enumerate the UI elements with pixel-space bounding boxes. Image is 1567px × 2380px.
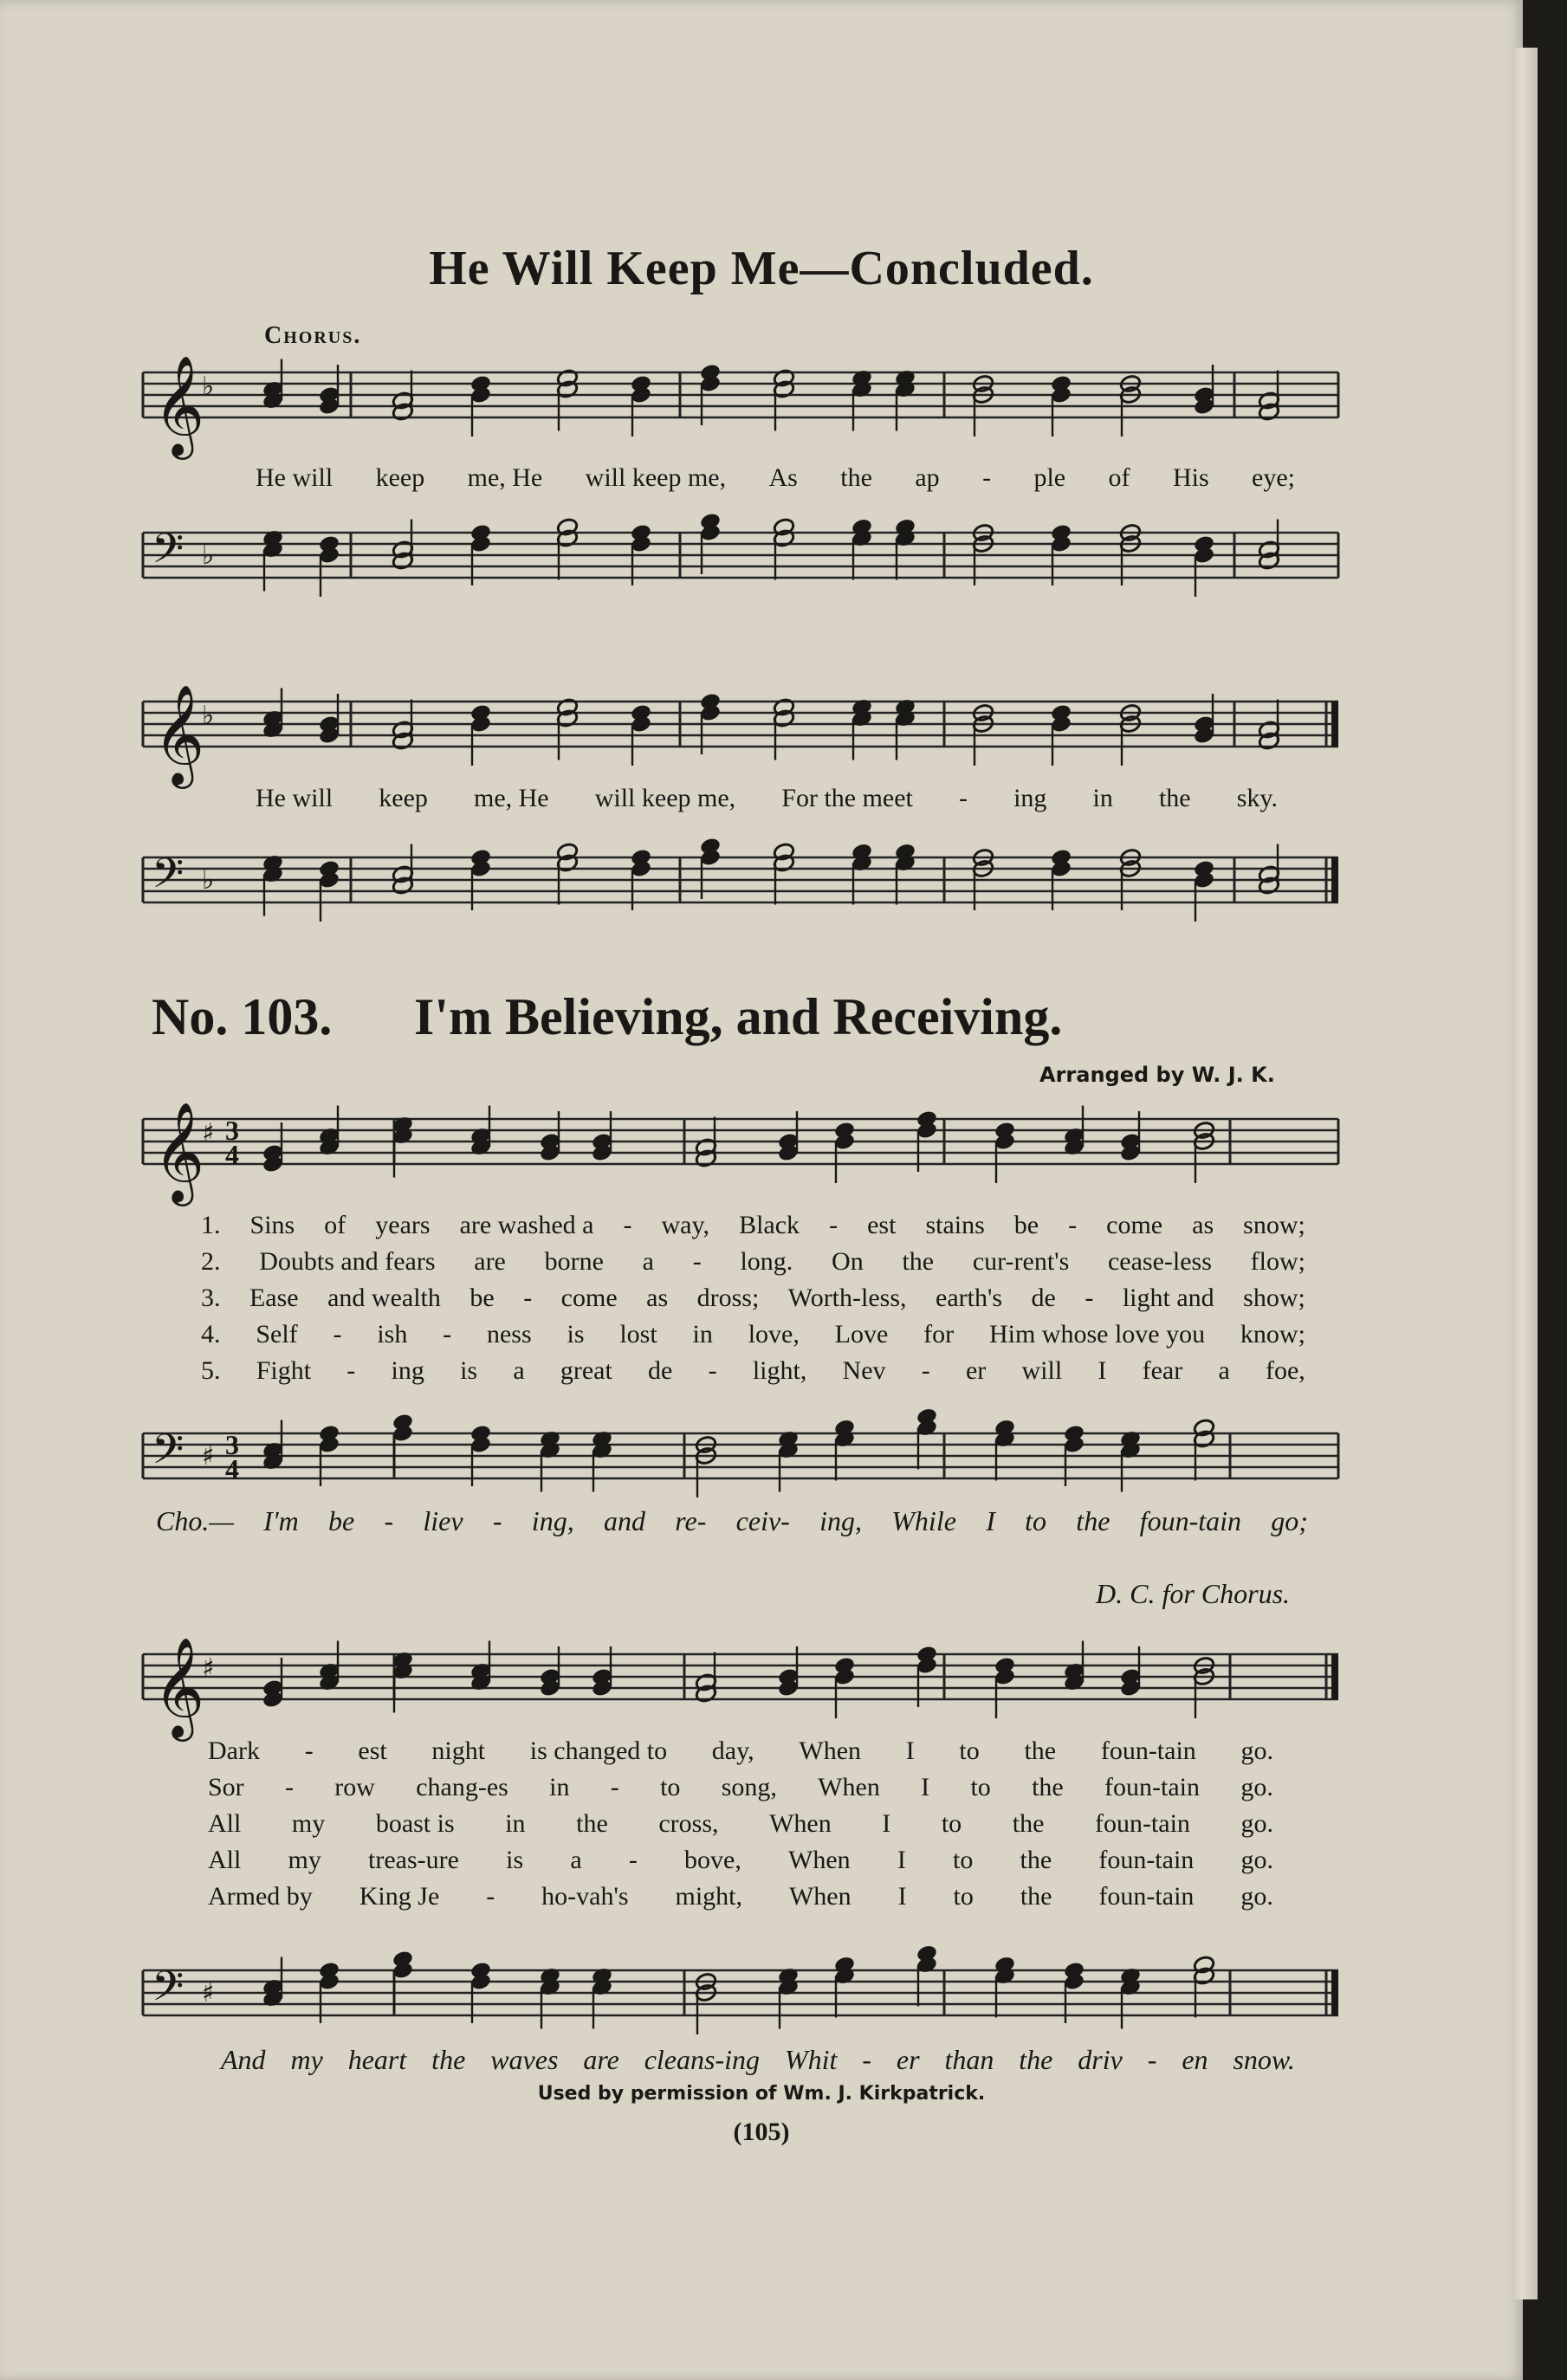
lyric-syllable: When: [788, 1846, 851, 1874]
lyric-syllable: Doubts and fears: [259, 1247, 436, 1276]
flat-icon: ♭: [202, 701, 215, 731]
lyric-syllable: earth's: [936, 1284, 1003, 1312]
lyric-syllable: cleans-ing: [644, 2044, 760, 2075]
lyric-syllable: -: [1085, 1284, 1094, 1312]
lyric-syllable: Love: [834, 1320, 889, 1348]
lyric-syllable: dross;: [696, 1284, 760, 1312]
lyric-syllable: -: [829, 1211, 839, 1239]
lyric-syllable: flow;: [1250, 1247, 1305, 1276]
lyric-syllable: -: [692, 1247, 702, 1276]
bass-clef-icon: 𝄢: [152, 1962, 185, 2021]
lyric-syllable: ness: [486, 1320, 532, 1348]
lyric-syllable: foun-tain: [1104, 1773, 1201, 1801]
lyric-syllable: be: [327, 1505, 355, 1536]
lyric-syllable: boast is: [375, 1809, 455, 1838]
lyric-syllable: foun-tain: [1094, 1809, 1190, 1838]
lyric-syllable: a: [642, 1247, 654, 1276]
lyric-syllable: stains: [925, 1211, 985, 1239]
lyric-syllable: light and: [1122, 1284, 1214, 1312]
lyric-syllable: I'm: [263, 1505, 299, 1536]
song1-system2-bass: [143, 831, 1338, 935]
lyric-syllable: -: [523, 1284, 533, 1312]
lyric-syllable: go.: [1240, 1773, 1273, 1801]
lyric-syllable: light,: [752, 1356, 807, 1385]
final-barline-thick: [1331, 857, 1338, 902]
lyric-syllable: to: [1025, 1505, 1047, 1536]
arranger-credit: Arranged by W. J. K.: [1039, 1063, 1275, 1087]
lyric-syllable: -: [1147, 2044, 1157, 2075]
bass-clef-icon: 𝄢: [152, 524, 185, 583]
lyric-syllable: go.: [1240, 1882, 1273, 1911]
lyric-syllable: He will: [256, 463, 333, 492]
lyric-syllable: ing: [391, 1356, 424, 1385]
sharp-icon: ♯: [202, 1653, 215, 1684]
song2-system2-bass: [143, 1944, 1338, 2048]
lyric-syllable: Self: [256, 1320, 298, 1348]
lyric-syllable: be: [1013, 1211, 1039, 1239]
lyric-syllable: -: [384, 1505, 394, 1536]
lyric-syllable: I: [986, 1505, 995, 1536]
verse-line: [208, 1736, 1273, 1766]
lyric-syllable: Nev: [842, 1356, 886, 1385]
lyric-syllable: When: [799, 1736, 862, 1765]
lyric-syllable: Fight: [256, 1356, 312, 1385]
lyric-syllable: to: [959, 1736, 980, 1765]
flat-icon: ♭: [202, 540, 215, 571]
lyric-syllable: Dark: [208, 1736, 260, 1765]
song1-lyrics-line1: [256, 463, 1295, 493]
verse-line: [201, 1211, 1305, 1240]
lyric-syllable: est: [358, 1736, 387, 1765]
lyric-syllable: -: [284, 1773, 294, 1801]
lyric-syllable: my: [290, 2044, 323, 2075]
lyric-syllable: love,: [748, 1320, 800, 1348]
lyric-syllable: driv: [1078, 2044, 1123, 2075]
lyric-syllable: the: [576, 1809, 608, 1838]
lyric-syllable: song,: [721, 1773, 777, 1801]
lyric-syllable: than: [944, 2044, 994, 2075]
lyric-syllable: the: [431, 2044, 466, 2075]
lyric-syllable: keep: [375, 463, 425, 492]
lyric-syllable: When: [818, 1773, 880, 1801]
song2-system2-treble: [143, 1628, 1338, 1737]
lyric-syllable: night: [431, 1736, 486, 1765]
lyric-syllable: liev: [423, 1505, 463, 1536]
lyric-syllable: When: [769, 1809, 832, 1838]
hymn-number: No. 103.: [152, 988, 333, 1045]
lyric-syllable: -: [443, 1320, 452, 1348]
lyric-syllable: All: [208, 1809, 242, 1838]
lyric-syllable: of: [324, 1211, 346, 1239]
lyric-syllable: ing,: [819, 1505, 862, 1536]
final-barline-thick: [1331, 702, 1338, 747]
lyric-syllable: -: [1068, 1211, 1078, 1239]
lyric-syllable: Whit: [784, 2044, 838, 2075]
lyric-syllable: de: [648, 1356, 673, 1385]
lyric-syllable: the: [1024, 1736, 1057, 1765]
song2-system1-treble: [143, 1093, 1338, 1202]
lyric-syllable: might,: [675, 1882, 743, 1911]
lyric-syllable: Cho.—: [156, 1505, 234, 1536]
lyric-syllable: lost: [619, 1320, 657, 1348]
lyric-syllable: ap: [915, 463, 940, 492]
lyric-syllable: my: [288, 1846, 321, 1874]
lyric-syllable: er: [965, 1356, 987, 1385]
lyric-syllable: go;: [1271, 1505, 1308, 1536]
lyric-syllable: as: [1192, 1211, 1214, 1239]
lyric-syllable: For the meet: [781, 784, 913, 812]
lyric-syllable: snow;: [1243, 1211, 1305, 1239]
lyric-syllable: -: [492, 1505, 502, 1536]
lyric-syllable: of: [1108, 463, 1130, 492]
lyric-syllable: ish: [377, 1320, 408, 1348]
lyric-syllable: treas-ure: [368, 1846, 459, 1874]
lyric-syllable: for: [923, 1320, 955, 1348]
lyric-syllable: way,: [661, 1211, 710, 1239]
lyric-syllable: are: [583, 2044, 619, 2075]
time-signature-top: 3: [225, 1115, 239, 1146]
flat-icon: ♭: [202, 865, 215, 896]
lyric-syllable: come: [560, 1284, 618, 1312]
lyric-syllable: -: [486, 1882, 495, 1911]
lyric-syllable: me, He: [473, 784, 549, 812]
lyric-syllable: great: [560, 1356, 612, 1385]
lyric-syllable: ho-vah's: [541, 1882, 629, 1911]
song2-system1-bass: [143, 1407, 1338, 1511]
lyric-syllable: -: [346, 1356, 356, 1385]
page-number: (105): [733, 2118, 790, 2146]
lyric-syllable: the: [902, 1247, 935, 1276]
song1-system1-treble: [143, 346, 1338, 456]
lyric-syllable: est: [867, 1211, 897, 1239]
lyric-syllable: me, He: [467, 463, 543, 492]
flat-icon: ♭: [202, 372, 215, 402]
lyric-syllable: and wealth: [327, 1284, 441, 1312]
sharp-icon: ♯: [202, 1118, 215, 1148]
lyric-syllable: fear: [1142, 1356, 1183, 1385]
lyric-syllable: foun-tain: [1098, 1846, 1195, 1874]
lyric-syllable: All: [208, 1846, 242, 1874]
lyric-syllable: the: [1012, 1809, 1045, 1838]
lyric-syllable: ple: [1033, 463, 1066, 492]
lyric-syllable: -: [959, 784, 968, 812]
lyric-syllable: -: [610, 1773, 619, 1801]
lyric-syllable: Ease: [249, 1284, 299, 1312]
lyric-syllable: Sor: [208, 1773, 244, 1801]
lyric-syllable: borne: [544, 1247, 604, 1276]
lyric-syllable: ing: [1013, 784, 1047, 812]
lyric-syllable: to: [952, 1846, 974, 1874]
lyric-syllable: and: [603, 1505, 645, 1536]
lyric-syllable: the: [1032, 1773, 1064, 1801]
lyric-syllable: the: [1019, 2044, 1053, 2075]
lyric-syllable: chang-es: [416, 1773, 508, 1801]
lyric-syllable: day,: [711, 1736, 754, 1765]
lyric-syllable: is changed to: [529, 1736, 668, 1765]
verse-line: [201, 1320, 1305, 1349]
lyric-syllable: show;: [1243, 1284, 1305, 1312]
lyric-syllable: sky.: [1236, 784, 1278, 812]
lyric-syllable: the: [1020, 1882, 1052, 1911]
song2-chorus-b: [221, 2044, 1295, 2076]
treble-clef-icon: 𝄞: [153, 1101, 205, 1202]
final-barline-thick: [1331, 1654, 1338, 1699]
lyric-syllable: -: [628, 1846, 638, 1874]
lyric-syllable: in: [692, 1320, 713, 1348]
lyric-syllable: are washed a: [459, 1211, 594, 1239]
lyric-syllable: -: [708, 1356, 717, 1385]
lyric-syllable: is: [506, 1846, 524, 1874]
lyric-syllable: foun-tain: [1139, 1505, 1241, 1536]
lyric-syllable: Black: [739, 1211, 800, 1239]
lyric-syllable: are: [474, 1247, 506, 1276]
verse-line: [201, 1284, 1305, 1313]
bass-clef-icon: 𝄢: [152, 1425, 185, 1484]
lyric-syllable: row: [334, 1773, 375, 1801]
lyric-syllable: King Je: [359, 1882, 440, 1911]
verse-line: [201, 1247, 1305, 1277]
lyric-syllable: a: [513, 1356, 525, 1385]
lyric-syllable: -: [921, 1356, 930, 1385]
lyric-syllable: cur-rent's: [972, 1247, 1070, 1276]
song2-chorus-a: [156, 1505, 1308, 1537]
lyric-syllable: a: [1218, 1356, 1230, 1385]
lyric-syllable: I: [897, 1846, 906, 1874]
bass-clef-icon: 𝄢: [152, 849, 185, 908]
lyric-syllable: His: [1172, 463, 1209, 492]
lyric-syllable: go.: [1240, 1846, 1273, 1874]
lyric-syllable: re-: [675, 1505, 707, 1536]
lyric-syllable: to: [660, 1773, 681, 1801]
lyric-syllable: foun-tain: [1100, 1736, 1196, 1765]
lyric-syllable: a: [570, 1846, 582, 1874]
lyric-syllable: in: [549, 1773, 570, 1801]
lyric-syllable: go.: [1240, 1736, 1273, 1765]
lyric-syllable: bove,: [684, 1846, 741, 1874]
verse-line: [208, 1882, 1273, 1911]
lyric-syllable: in: [505, 1809, 526, 1838]
final-barline-thick: [1331, 1970, 1338, 2015]
verse-line: [208, 1809, 1273, 1839]
lyric-syllable: -: [982, 463, 992, 492]
lyric-syllable: en: [1182, 2044, 1208, 2075]
lyric-syllable: to: [970, 1773, 991, 1801]
sharp-icon: ♯: [202, 1978, 215, 2008]
lyric-syllable: in: [1092, 784, 1113, 812]
lyric-syllable: is: [460, 1356, 478, 1385]
lyric-syllable: the: [840, 463, 872, 492]
lyric-syllable: foe,: [1266, 1356, 1305, 1385]
lyric-syllable: go.: [1240, 1809, 1273, 1838]
treble-clef-icon: 𝄞: [153, 683, 205, 785]
treble-clef-icon: 𝄞: [153, 354, 205, 456]
lyric-syllable: eye;: [1252, 463, 1295, 492]
lyric-syllable: On: [832, 1247, 864, 1276]
lyric-syllable: Sins: [249, 1211, 295, 1239]
lyric-syllable: Worth-less,: [787, 1284, 907, 1312]
verse-line: [208, 1773, 1273, 1802]
lyric-syllable: I: [1098, 1356, 1107, 1385]
time-signature-bottom: 4: [225, 1139, 239, 1170]
lyric-syllable: er: [896, 2044, 920, 2075]
lyric-syllable: waves: [490, 2044, 559, 2075]
lyric-syllable: He will: [256, 784, 333, 812]
verse-line: [208, 1846, 1273, 1875]
lyric-syllable: And: [221, 2044, 266, 2075]
lyric-syllable: keep: [379, 784, 428, 812]
verse-line: [201, 1356, 1305, 1386]
lyric-syllable: Armed by: [208, 1882, 313, 1911]
lyric-syllable: to: [953, 1882, 974, 1911]
time-signature-top: 3: [225, 1429, 239, 1460]
lyric-syllable: While: [891, 1505, 956, 1536]
lyric-syllable: know;: [1240, 1320, 1305, 1348]
lyric-syllable: will keep me,: [585, 463, 727, 492]
treble-clef-icon: 𝄞: [153, 1636, 205, 1737]
lyric-syllable: -: [304, 1736, 314, 1765]
song2-title: I'm Believing, and Receiving.: [414, 988, 1063, 1045]
sharp-icon: ♯: [202, 1441, 215, 1471]
lyric-syllable: 3.: [201, 1284, 221, 1312]
lyric-syllable: come: [1106, 1211, 1163, 1239]
lyric-syllable: -: [623, 1211, 632, 1239]
lyric-syllable: de: [1031, 1284, 1056, 1312]
lyric-syllable: foun-tain: [1098, 1882, 1195, 1911]
lyric-syllable: Him whose love you: [988, 1320, 1206, 1348]
lyric-syllable: When: [788, 1882, 851, 1911]
time-signature-bottom: 4: [225, 1453, 239, 1484]
lyric-syllable: -: [862, 2044, 871, 2075]
lyric-syllable: ing,: [531, 1505, 574, 1536]
lyric-syllable: my: [291, 1809, 326, 1838]
lyric-syllable: 2.: [201, 1247, 221, 1276]
lyric-syllable: to: [941, 1809, 962, 1838]
lyric-syllable: I: [897, 1882, 907, 1911]
lyric-syllable: I: [905, 1736, 915, 1765]
lyric-syllable: 4.: [201, 1320, 221, 1348]
chorus-label: Chorus.: [264, 322, 362, 349]
lyric-syllable: As: [768, 463, 798, 492]
lyric-syllable: cross,: [658, 1809, 719, 1838]
lyric-syllable: long.: [740, 1247, 793, 1276]
lyric-syllable: years: [375, 1211, 431, 1239]
lyric-syllable: be: [469, 1284, 495, 1312]
lyric-syllable: -: [333, 1320, 342, 1348]
dc-for-chorus: D. C. for Chorus.: [1096, 1578, 1291, 1609]
lyric-syllable: I: [882, 1809, 891, 1838]
song1-system2-treble: [143, 676, 1338, 785]
permission-credit: Used by permission of Wm. J. Kirkpatrick.: [537, 2083, 986, 2105]
lyric-syllable: is: [567, 1320, 585, 1348]
lyric-syllable: will keep me,: [594, 784, 736, 812]
lyric-syllable: the: [1076, 1505, 1110, 1536]
lyric-syllable: the: [1158, 784, 1191, 812]
lyric-syllable: 5.: [201, 1356, 221, 1385]
song1-title: He Will Keep Me—Concluded.: [429, 242, 1094, 295]
lyric-syllable: heart: [347, 2044, 407, 2075]
song1-lyrics-line2: [256, 784, 1278, 813]
song1-system1-bass: [143, 507, 1338, 611]
lyric-syllable: as: [646, 1284, 669, 1312]
lyric-syllable: the: [1020, 1846, 1052, 1874]
lyric-syllable: 1.: [201, 1211, 221, 1239]
lyric-syllable: snow.: [1233, 2044, 1295, 2075]
lyric-syllable: I: [921, 1773, 930, 1801]
lyric-syllable: will: [1021, 1356, 1063, 1385]
lyric-syllable: ceiv-: [735, 1505, 790, 1536]
lyric-syllable: cease-less: [1107, 1247, 1212, 1276]
page-edge: [1512, 48, 1538, 2299]
